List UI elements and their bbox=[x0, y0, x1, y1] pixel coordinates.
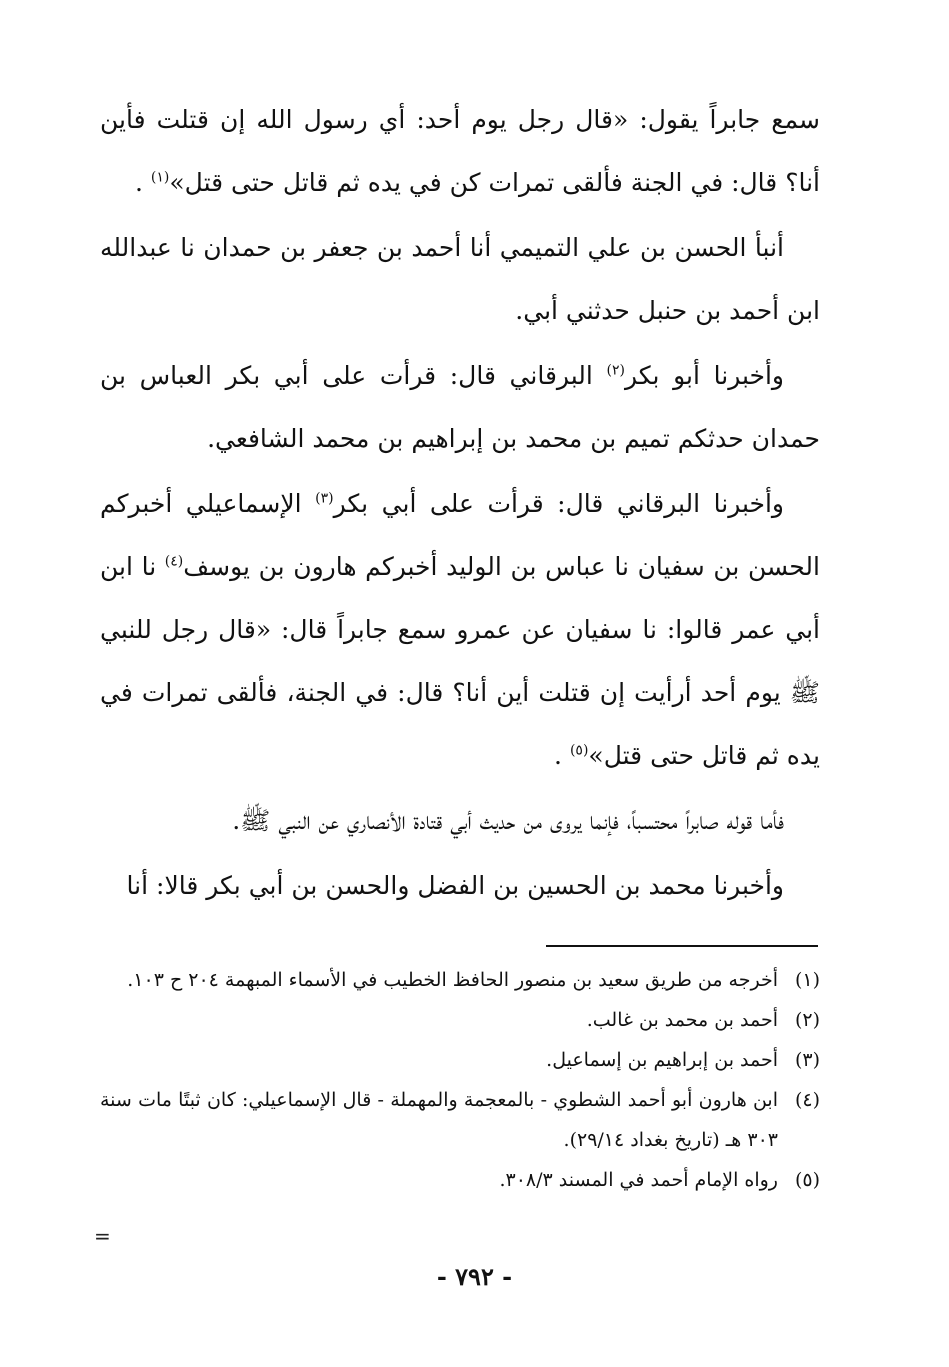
footnote-4 bbox=[100, 1080, 820, 1160]
footnote-ref-3[interactable]: (٣) bbox=[315, 490, 334, 507]
footnote-number: (١) bbox=[794, 969, 820, 991]
footnote-2 bbox=[100, 1000, 820, 1040]
paragraph-2: أنبأ الحسن بن علي التميمي أنا أحمد بن جعفر بن حمدان نا عبدالله ابن أحمد بن حنبل حدثني أبي. bbox=[100, 233, 820, 325]
paragraph-4: وأخبرنا البرقاني قال: قرأت على أبي بكر$^{(٣)}$ الإسماعيلي أخبركم الحسن بن سفيان نا عباس بن الوليد أخبركم هارون بن يوسف$^{(٤)}$ نا ابن أبي عمر قالوا: نا سفيان عن عمرو سمع جابراً قال: «قال رجل للنبي ﷺ يوم أحد أرأيت إن قتلت أين أنا؟ قال: في الجنة، فألقى تمرات في يده ثم قاتل حتى قتل»$^{(٥)}$ . bbox=[100, 489, 820, 770]
footnote-ref-2[interactable]: (٢) bbox=[606, 362, 625, 379]
footnote-3 bbox=[100, 1040, 820, 1080]
main-text bbox=[100, 88, 820, 919]
paragraph-3: وأخبرنا أبو بكر$^{(٢)}$ البرقاني قال: قرأت على أبي بكر العباس بن حمدان حدثكم تميم بن محمد بن إبراهيم بن محمد الشافعي. bbox=[100, 361, 820, 453]
footnote-text: أحمد بن إبراهيم بن إسماعيل. bbox=[546, 1049, 778, 1071]
footnote-number: (٥) bbox=[794, 1169, 820, 1191]
footnote-ref-4[interactable]: (٤) bbox=[164, 553, 184, 570]
footnote-number: (٤) bbox=[794, 1089, 820, 1111]
footnote-5 bbox=[100, 1160, 820, 1200]
footnote-number: (٣) bbox=[794, 1049, 820, 1071]
footnote-text: رواه الإمام أحمد في المسند ٣٠٨/٣. bbox=[499, 1169, 778, 1191]
footnote-ref-5[interactable]: (٥) bbox=[569, 742, 589, 759]
footnote-separator bbox=[546, 945, 818, 947]
footnotes bbox=[100, 960, 820, 1200]
paragraph-1: سمع جابراً يقول: «قال رجل يوم أحد: أي رسول الله إن قتلت فأين أنا؟ قال: في الجنة فألقى تمرات كن في يده ثم قاتل حتى قتل»$^{(١)}$ . bbox=[100, 105, 820, 197]
footnote-number: (٢) bbox=[794, 1009, 820, 1031]
footnote-text: أخرجه من طريق سعيد بن منصور الحافظ الخطيب في الأسماء المبهمة ٢٠٤ ح ١٠٣. bbox=[127, 969, 778, 991]
footnote-ref-1[interactable]: (١) bbox=[150, 169, 170, 186]
paragraph-5: فأما قوله صابراً محتسباً، فإنما يروى من حديث أبي قتادة الأنصاري عن النبي ﷺ. bbox=[232, 806, 784, 835]
footnote-1 bbox=[100, 960, 820, 1000]
margin-mark: = bbox=[94, 1224, 111, 1248]
footnote-text: ابن هارون أبو أحمد الشطوي - بالمعجمة والمهملة - قال الإسماعيلي: كان ثبتًا مات سنة ٣٠٣ هـ (تاريخ بغداد ٢٩/١٤). bbox=[100, 1089, 778, 1151]
page-number: - ٧٩٢ - bbox=[436, 1262, 513, 1291]
paragraph-6: وأخبرنا محمد بن الحسين بن الفضل والحسن بن أبي بكر قالا: أنا bbox=[126, 871, 784, 900]
footnote-text: أحمد بن محمد بن غالب. bbox=[586, 1009, 778, 1031]
